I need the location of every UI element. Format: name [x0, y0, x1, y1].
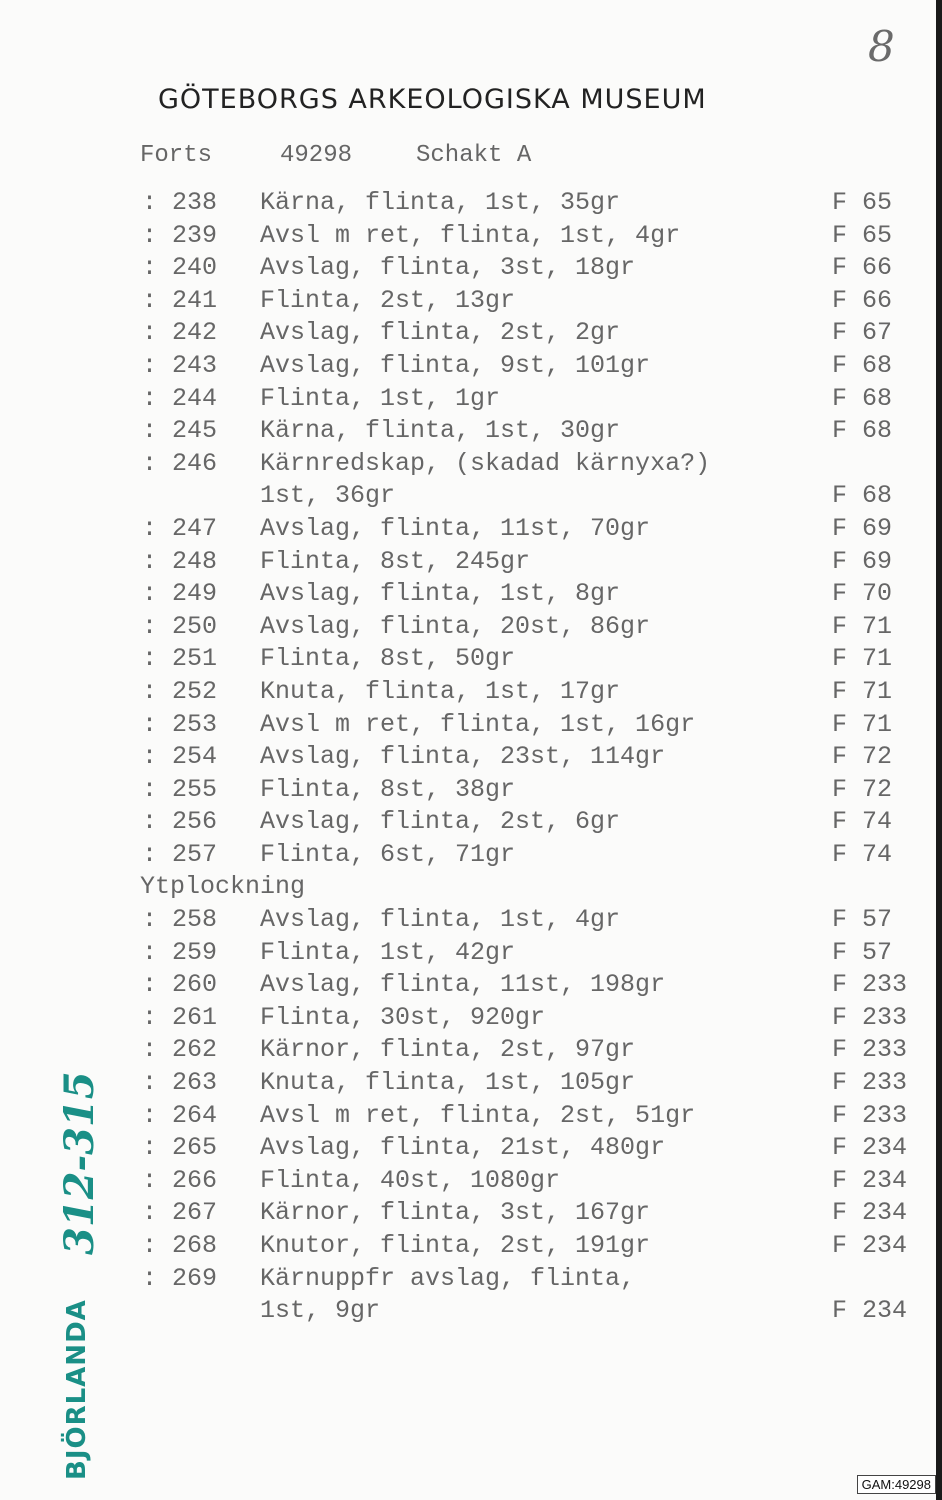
- item-description: Avsl m ret, flinta, 2st, 51gr: [260, 1100, 696, 1130]
- list-item: [0, 1035, 942, 1068]
- list-item: [0, 416, 942, 449]
- item-number: 257: [172, 839, 218, 869]
- item-description: Avslag, flinta, 9st, 101gr: [260, 350, 651, 380]
- item-reference: F 66: [832, 285, 893, 315]
- list-item: [0, 612, 942, 645]
- item-reference: F 71: [832, 676, 893, 706]
- forts-label: Forts: [140, 142, 213, 169]
- colon-marker: :: [142, 611, 158, 641]
- item-number: 253: [172, 709, 218, 739]
- item-description: Knutor, flinta, 2st, 191gr: [260, 1231, 651, 1260]
- item-description: Kärnuppfr avslag, flinta,: [260, 1263, 636, 1293]
- colon-marker: :: [142, 285, 158, 315]
- item-reference: F 74: [832, 807, 893, 837]
- section-heading: Ytplockning: [140, 872, 306, 902]
- item-reference: F 233: [832, 1035, 908, 1065]
- list-item: [0, 1264, 942, 1297]
- item-description: Avslag, flinta, 3st, 18gr: [260, 253, 636, 283]
- list-item: [0, 1101, 942, 1134]
- item-number: 267: [172, 1198, 218, 1228]
- list-item: [0, 481, 942, 514]
- list-item: [0, 351, 942, 384]
- colon-marker: :: [142, 383, 158, 413]
- item-reference: F 65: [832, 188, 893, 217]
- colon-marker: :: [142, 676, 158, 706]
- item-reference: F 234: [832, 1165, 908, 1195]
- list-item: [0, 1133, 942, 1166]
- item-number: 268: [172, 1231, 218, 1260]
- item-description: Knuta, flinta, 1st, 17gr: [260, 676, 621, 706]
- item-description: Avslag, flinta, 11st, 70gr: [260, 513, 651, 543]
- item-description: Avslag, flinta, 2st, 6gr: [260, 807, 621, 837]
- item-description: Flinta, 1st, 42gr: [260, 937, 516, 967]
- colon-marker: :: [142, 1068, 158, 1098]
- colon-marker: :: [142, 220, 158, 250]
- item-reference: F 234: [832, 1231, 908, 1260]
- item-number: 261: [172, 1002, 218, 1032]
- item-number: 250: [172, 611, 218, 641]
- colon-marker: :: [142, 318, 158, 348]
- item-description: 1st, 36gr: [260, 481, 396, 511]
- parish-stamp: BJÖRLANDA: [62, 1299, 92, 1480]
- typed-list: [0, 188, 942, 1329]
- item-description: Flinta, 6st, 71gr: [260, 839, 516, 869]
- item-number: 258: [172, 905, 218, 935]
- item-reference: F 233: [832, 1002, 908, 1032]
- item-number: 262: [172, 1035, 218, 1065]
- item-number: 260: [172, 970, 218, 1000]
- colon-marker: :: [142, 1100, 158, 1130]
- list-item: [0, 775, 942, 808]
- item-description: Flinta, 8st, 50gr: [260, 644, 516, 674]
- item-description: Avslag, flinta, 23st, 114gr: [260, 742, 666, 772]
- item-number: 240: [172, 253, 218, 283]
- museum-header: GÖTEBORGS ARKEOLOGISKA MUSEUM: [158, 84, 707, 115]
- colon-marker: :: [142, 709, 158, 739]
- item-reference: F 68: [832, 383, 893, 413]
- item-reference: F 69: [832, 546, 893, 576]
- item-number: 249: [172, 579, 218, 609]
- item-description: Kärna, flinta, 1st, 35gr: [260, 188, 621, 217]
- item-reference: F 71: [832, 709, 893, 739]
- item-reference: F 68: [832, 416, 893, 446]
- list-item: [0, 1003, 942, 1036]
- colon-marker: :: [142, 742, 158, 772]
- item-reference: F 233: [832, 1068, 908, 1098]
- item-description: Kärnredskap, (skadad kärnyxa?): [260, 448, 711, 478]
- list-item: [0, 1231, 942, 1264]
- item-reference: F 71: [832, 644, 893, 674]
- colon-marker: :: [142, 1035, 158, 1065]
- item-number: 263: [172, 1068, 218, 1098]
- item-description: Avslag, flinta, 1st, 4gr: [260, 905, 621, 935]
- item-number: 246: [172, 448, 218, 478]
- colon-marker: :: [142, 1002, 158, 1032]
- item-number: 251: [172, 644, 218, 674]
- item-reference: F 57: [832, 905, 893, 935]
- list-item: [0, 188, 942, 221]
- item-description: Kärna, flinta, 1st, 30gr: [260, 416, 621, 446]
- item-description: Flinta, 8st, 38gr: [260, 774, 516, 804]
- item-number: 265: [172, 1133, 218, 1163]
- item-description: Knuta, flinta, 1st, 105gr: [260, 1068, 636, 1098]
- colon-marker: :: [142, 774, 158, 804]
- item-number: 247: [172, 513, 218, 543]
- colon-marker: :: [142, 1198, 158, 1228]
- item-description: Avsl m ret, flinta, 1st, 16gr: [260, 709, 696, 739]
- list-item: [0, 970, 942, 1003]
- item-description: Avslag, flinta, 11st, 198gr: [260, 970, 666, 1000]
- list-item: [0, 449, 942, 482]
- item-number: 269: [172, 1263, 218, 1293]
- colon-marker: :: [142, 807, 158, 837]
- item-number: 243: [172, 350, 218, 380]
- colon-marker: :: [142, 253, 158, 283]
- item-reference: F 234: [832, 1198, 908, 1228]
- colon-marker: :: [142, 644, 158, 674]
- archive-id-label: GAM:49298: [857, 1475, 936, 1494]
- item-number: 252: [172, 676, 218, 706]
- item-description: Flinta, 8st, 245gr: [260, 546, 531, 576]
- colon-marker: :: [142, 546, 158, 576]
- colon-marker: :: [142, 1231, 158, 1260]
- handwritten-page-number: 8: [868, 22, 895, 71]
- item-reference: F 234: [832, 1296, 908, 1326]
- list-item: [0, 547, 942, 580]
- list-item: [0, 384, 942, 417]
- list-item: [0, 1166, 942, 1199]
- list-item: [0, 286, 942, 319]
- item-number: 254: [172, 742, 218, 772]
- item-reference: F 72: [832, 774, 893, 804]
- colon-marker: :: [142, 188, 158, 217]
- item-number: 238: [172, 188, 218, 217]
- colon-marker: :: [142, 513, 158, 543]
- list-item: [0, 221, 942, 254]
- item-number: 255: [172, 774, 218, 804]
- item-description: Flinta, 30st, 920gr: [260, 1002, 546, 1032]
- item-reference: F 70: [832, 579, 893, 609]
- list-item: [0, 644, 942, 677]
- list-item: [0, 318, 942, 351]
- colon-marker: :: [142, 839, 158, 869]
- item-description: Flinta, 1st, 1gr: [260, 383, 501, 413]
- find-number: 49298: [280, 142, 353, 169]
- list-item: [0, 677, 942, 710]
- item-reference: F 71: [832, 611, 893, 641]
- colon-marker: :: [142, 970, 158, 1000]
- colon-marker: :: [142, 579, 158, 609]
- colon-marker: :: [142, 350, 158, 380]
- item-description: Flinta, 40st, 1080gr: [260, 1165, 561, 1195]
- item-description: Avsl m ret, flinta, 1st, 4gr: [260, 220, 681, 250]
- list-item: [0, 1068, 942, 1101]
- list-item: [0, 1198, 942, 1231]
- list-item: [0, 938, 942, 971]
- item-description: Avslag, flinta, 21st, 480gr: [260, 1133, 666, 1163]
- schakt-label: Schakt A: [416, 142, 532, 169]
- list-item: [0, 1296, 942, 1329]
- colon-marker: :: [142, 1133, 158, 1163]
- card-edge: [936, 0, 942, 1500]
- item-description: 1st, 9gr: [260, 1296, 381, 1326]
- item-reference: F 68: [832, 481, 893, 511]
- item-reference: F 233: [832, 970, 908, 1000]
- item-number: 241: [172, 285, 218, 315]
- item-reference: F 69: [832, 513, 893, 543]
- item-number: 264: [172, 1100, 218, 1130]
- item-description: Kärnor, flinta, 2st, 97gr: [260, 1035, 636, 1065]
- item-reference: F 233: [832, 1100, 908, 1130]
- item-description: Flinta, 2st, 13gr: [260, 285, 516, 315]
- item-number: 248: [172, 546, 218, 576]
- item-number: 244: [172, 383, 218, 413]
- colon-marker: :: [142, 905, 158, 935]
- colon-marker: :: [142, 416, 158, 446]
- item-reference: F 68: [832, 350, 893, 380]
- colon-marker: :: [142, 937, 158, 967]
- item-number: 242: [172, 318, 218, 348]
- item-number: 245: [172, 416, 218, 446]
- item-number: 256: [172, 807, 218, 837]
- item-description: Kärnor, flinta, 3st, 167gr: [260, 1198, 651, 1228]
- list-item: [0, 710, 942, 743]
- handwritten-range: 312-315: [56, 1071, 103, 1255]
- item-description: Avslag, flinta, 20st, 86gr: [260, 611, 651, 641]
- item-reference: F 74: [832, 839, 893, 869]
- item-description: Avslag, flinta, 1st, 8gr: [260, 579, 621, 609]
- colon-marker: :: [142, 448, 158, 478]
- item-reference: F 66: [832, 253, 893, 283]
- item-reference: F 67: [832, 318, 893, 348]
- item-number: 239: [172, 220, 218, 250]
- list-item: [0, 742, 942, 775]
- list-item: [0, 807, 942, 840]
- list-item: [0, 514, 942, 547]
- item-number: 259: [172, 937, 218, 967]
- item-number: 266: [172, 1165, 218, 1195]
- item-reference: F 72: [832, 742, 893, 772]
- colon-marker: :: [142, 1165, 158, 1195]
- colon-marker: :: [142, 1263, 158, 1293]
- list-item: [0, 905, 942, 938]
- list-item: [0, 253, 942, 286]
- list-item: [0, 579, 942, 612]
- item-reference: F 234: [832, 1133, 908, 1163]
- list-item: [0, 840, 942, 873]
- item-reference: F 57: [832, 937, 893, 967]
- item-description: Avslag, flinta, 2st, 2gr: [260, 318, 621, 348]
- section-heading-row: [0, 872, 942, 905]
- item-reference: F 65: [832, 220, 893, 250]
